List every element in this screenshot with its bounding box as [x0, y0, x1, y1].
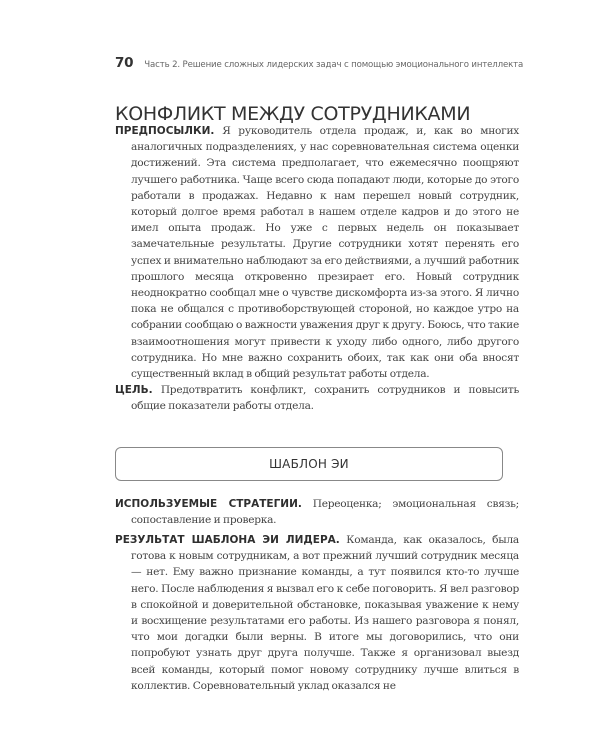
strategies-label: ИСПОЛЬЗУЕМЫЕ СТРАТЕГИИ. [115, 498, 302, 510]
result-label: РЕЗУЛЬТАТ ШАБЛОНА ЭИ ЛИДЕРА. [115, 534, 340, 546]
background-text: Я руководитель отдела продаж, и, как во многих аналогичных подразделениях, у нас соревновательная система оценки достижений. Эта система предполагает, что ежемесячно поощряют лучшего работника. Чаще всего сюда попадают люди, которые до этого работали в продажах. Недавно к нам перешел новый сотрудник, который долгое время работал в нашем отделе кадров и до этого не имел опыта продаж. Но уже с первых недель он показывает замечательные результаты. Другие сотрудники хотят перенять его успех и внимательно наблюдают за его действиями, а лучший работник прошлого месяца откровенно презирает его. Новый сотрудник неоднократно сообщал мне о чувстве дискомфорта из-за этого. Я лично пока не общался с противоборствующей стороной, но каждое утро на собрании сообщаю о важности уважения друг к другу. Боюсь, что такие взаимоотношения могут привести к уходу либо одного, либо другого сотрудника. Но мне важно сохранить обоих, так как они оба вносят существенный вклад в общий результат работы отдела. [131, 125, 519, 381]
ei-template-label: ШАБЛОН ЭИ [269, 457, 349, 471]
goal-text: Предотвратить конфликт, сохранить сотрудников и повысить общие показатели работы отдела. [131, 384, 519, 413]
result-text: Команда, как оказалось, была готова к новым сотрудникам, а вот прежний лучший сотрудник месяца — нет. Ему важно признание команды, а тут появился кто-то лучше него. После наблюдения я вызвал его к себе поговорить. Я вел разговор в спокойной и доверительной обстановке, показывая уважение к нему и восхищение результатами его работы. Из нашего разговора я понял, что мои догадки были верны. В итоге мы договорились, что они попробуют узнать друг друга получше. Также я организовал выезд всей команды, который помог новому сотруднику лучше влиться в коллектив. Соревновательный уклад оказался не [131, 534, 519, 692]
result-paragraph [115, 532, 519, 694]
strategies-paragraph [115, 496, 519, 528]
goal-paragraph [115, 382, 519, 414]
goal-label: ЦЕЛЬ. [115, 384, 153, 396]
background-label: ПРЕДПОСЫЛКИ. [115, 125, 215, 137]
ei-template-box [115, 447, 503, 481]
running-header [115, 52, 524, 71]
strategies-text: Переоценка; эмоциональная связь; сопоставление и проверка. [131, 498, 519, 527]
chapter-title: КОНФЛИКТ МЕЖДУ СОТРУДНИКАМИ [115, 102, 471, 125]
background-paragraph [115, 123, 519, 382]
page-number: 70 [115, 55, 134, 71]
running-title: Часть 2. Решение сложных лидерских задач с помощью эмоционального интеллекта [144, 60, 524, 70]
